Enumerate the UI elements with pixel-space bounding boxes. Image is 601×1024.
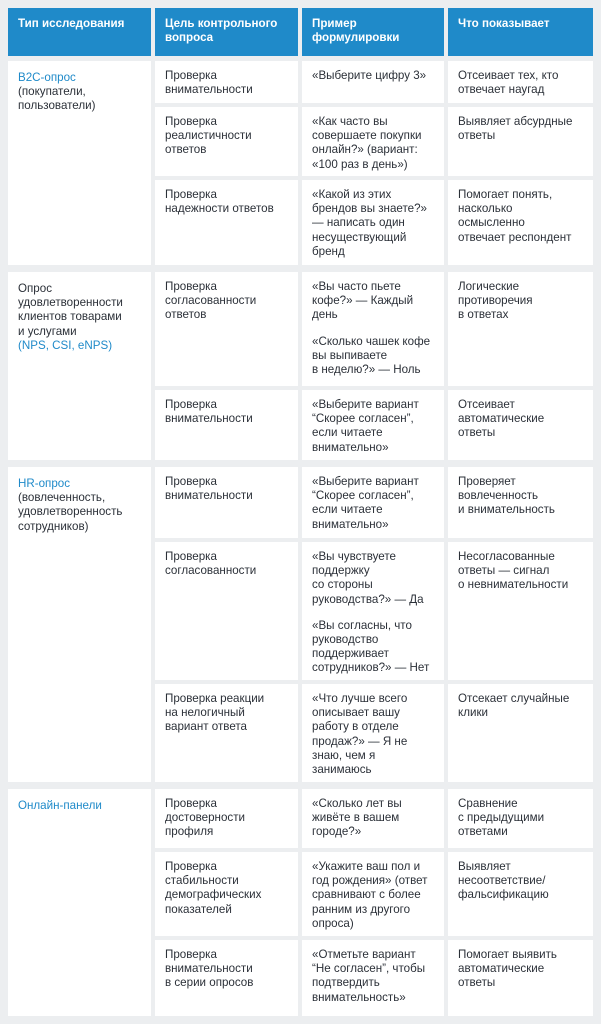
- header-what-it-shows: [448, 8, 593, 56]
- header-study-type: [8, 8, 151, 56]
- goal-text-line: внимательности: [165, 412, 253, 426]
- shows-text-line: ответы: [458, 129, 496, 143]
- header-text-line: Пример: [312, 17, 357, 30]
- example-text-line: «Вы чувствуете: [312, 550, 396, 563]
- category-text-line: Опрос: [18, 282, 52, 295]
- example-paragraph: [312, 619, 435, 676]
- category-text-line: сотрудников): [18, 519, 89, 533]
- shows-cell: [448, 789, 593, 848]
- shows-text-line: Помогает выявить: [458, 948, 557, 961]
- goal-text-line: согласованности: [165, 564, 257, 578]
- shows-cell: [448, 390, 593, 460]
- example-text-line: — написать один: [312, 216, 405, 230]
- header-text-line: формулировки: [312, 31, 400, 44]
- category-text-line: удовлетворенности: [18, 296, 123, 310]
- example-cell: [302, 852, 444, 936]
- shows-text-line: Отсеивает: [458, 398, 515, 411]
- example-cell: [302, 272, 444, 386]
- example-paragraph: [312, 550, 435, 607]
- example-text-line: бренд: [312, 244, 345, 258]
- goal-cell: [155, 789, 298, 848]
- shows-text-line: клики: [458, 706, 488, 720]
- example-paragraph: [312, 797, 435, 840]
- shows-cell: [448, 684, 593, 782]
- example-text-line: «Выберите вариант: [312, 398, 419, 411]
- example-cell: [302, 684, 444, 782]
- example-paragraph: [312, 948, 435, 1005]
- header-text-line: Цель контрольного: [165, 17, 278, 30]
- goal-text-line: ответов: [165, 308, 207, 322]
- example-text-line: «Выберите вариант: [312, 475, 419, 488]
- example-text-line: «100 раз в день»): [312, 157, 408, 171]
- example-cell: [302, 107, 444, 176]
- example-text-line: “Скорее согласен”,: [312, 489, 414, 503]
- shows-text-line: противоречия: [458, 294, 533, 308]
- header-text-line: вопроса: [165, 31, 214, 44]
- example-text-line: совершаете покупки: [312, 129, 422, 143]
- shows-text-line: ответы — сигнал: [458, 564, 550, 578]
- shows-cell: [448, 61, 593, 103]
- shows-text-line: Отсеивает тех, кто: [458, 69, 559, 82]
- example-text-line: внимательность»: [312, 990, 406, 1004]
- shows-text-line: отвечает респондент: [458, 230, 572, 244]
- example-cell: [302, 542, 444, 680]
- header-example: [302, 8, 444, 56]
- goal-text-line: в серии опросов: [165, 976, 254, 990]
- goal-text-line: Проверка: [165, 797, 217, 810]
- example-text-line: день: [312, 308, 338, 322]
- goal-text-line: на нелогичный: [165, 706, 245, 720]
- goal-text-line: Проверка: [165, 860, 217, 873]
- shows-text-line: несоответствие/: [458, 874, 546, 888]
- goal-text-line: Проверка: [165, 115, 217, 128]
- example-text-line: несуществующий: [312, 230, 407, 244]
- category-cell: [8, 61, 151, 265]
- example-paragraph: [312, 69, 435, 83]
- goal-cell: [155, 940, 298, 1016]
- shows-text-line: Несогласованные: [458, 550, 555, 563]
- example-cell: [302, 180, 444, 265]
- goal-text-line: Проверка: [165, 398, 217, 411]
- shows-text-line: отвечает наугад: [458, 83, 545, 97]
- goal-text-line: стабильности: [165, 874, 239, 888]
- example-text-line: поддерживает: [312, 647, 389, 661]
- example-cell: [302, 940, 444, 1016]
- goal-text-line: внимательности: [165, 83, 253, 97]
- example-paragraph: [312, 398, 435, 455]
- example-text-line: продаж?» — Я не: [312, 734, 408, 748]
- goal-text-line: Проверка: [165, 948, 217, 961]
- shows-text-line: насколько: [458, 202, 513, 216]
- category-text-line: удовлетворенность: [18, 505, 123, 519]
- example-text-line: внимательно»: [312, 517, 389, 531]
- shows-text-line: Проверяет: [458, 475, 516, 488]
- example-text-line: руководство: [312, 633, 379, 647]
- example-paragraph: [312, 860, 435, 931]
- shows-text-line: и внимательность: [458, 503, 555, 517]
- shows-cell: [448, 272, 593, 386]
- goal-cell: [155, 852, 298, 936]
- shows-cell: [448, 542, 593, 680]
- example-paragraph: [312, 692, 435, 777]
- category-text-line: клиентов товарами: [18, 310, 122, 324]
- example-text-line: кофе?» — Каждый: [312, 294, 414, 308]
- example-text-line: «Какой из этих: [312, 188, 392, 201]
- example-text-line: «Укажите ваш пол и: [312, 860, 421, 873]
- example-cell: [302, 467, 444, 538]
- goal-text-line: внимательности: [165, 489, 253, 503]
- example-paragraph: [312, 115, 435, 172]
- example-text-line: сравнивают с более: [312, 888, 421, 902]
- example-text-line: сотрудников?» — Нет: [312, 661, 430, 675]
- shows-text-line: Выявляет абсурдные: [458, 115, 573, 128]
- category-text-line: (покупатели,: [18, 85, 86, 99]
- goal-text-line: демографических: [165, 888, 262, 902]
- example-text-line: подтвердить: [312, 976, 380, 990]
- example-text-line: «Как часто вы: [312, 115, 388, 128]
- category-text-line: пользователи): [18, 99, 96, 113]
- goal-cell: [155, 180, 298, 265]
- example-text-line: внимательно»: [312, 440, 389, 454]
- goal-text-line: ответов: [165, 143, 207, 157]
- example-text-line: «Вы согласны, что: [312, 618, 412, 632]
- category-cell: [8, 272, 151, 460]
- shows-cell: [448, 107, 593, 176]
- goal-cell: [155, 542, 298, 680]
- goal-text-line: внимательности: [165, 962, 253, 976]
- goal-text-line: профиля: [165, 825, 214, 839]
- example-text-line: «Сколько лет вы: [312, 797, 402, 810]
- shows-cell: [448, 467, 593, 538]
- goal-text-line: реалистичности: [165, 129, 252, 143]
- goal-cell: [155, 684, 298, 782]
- goal-text-line: достоверности: [165, 811, 245, 825]
- shows-text-line: в ответах: [458, 308, 509, 322]
- shows-text-line: ответы: [458, 976, 496, 990]
- shows-text-line: ответами: [458, 825, 508, 839]
- goal-cell: [155, 467, 298, 538]
- goal-cell: [155, 272, 298, 386]
- shows-text-line: Сравнение: [458, 797, 518, 810]
- category-cell: [8, 467, 151, 782]
- shows-text-line: вовлеченность: [458, 489, 539, 503]
- goal-cell: [155, 61, 298, 103]
- goal-text-line: согласованности: [165, 294, 257, 308]
- header-question-goal: [155, 8, 298, 56]
- goal-cell: [155, 107, 298, 176]
- example-text-line: вы выпиваете: [312, 348, 388, 362]
- shows-text-line: Выявляет: [458, 860, 511, 873]
- example-text-line: если читаете: [312, 426, 383, 440]
- shows-text-line: Помогает понять,: [458, 188, 553, 201]
- example-text-line: «Что лучше всего: [312, 692, 408, 705]
- shows-text-line: о невнимательности: [458, 578, 569, 592]
- example-cell: [302, 61, 444, 103]
- example-text-line: городе?»: [312, 825, 362, 839]
- shows-text-line: Отсекает случайные: [458, 692, 570, 705]
- category-cell: [8, 789, 151, 1016]
- example-text-line: онлайн?» (вариант:: [312, 143, 418, 157]
- shows-text-line: с предыдущими: [458, 811, 545, 825]
- example-text-line: руководства?» — Да: [312, 592, 424, 606]
- goal-text-line: вариант ответа: [165, 720, 248, 734]
- example-text-line: работу в отделе: [312, 720, 399, 734]
- example-paragraph: [312, 335, 435, 378]
- goal-cell: [155, 390, 298, 460]
- goal-text-line: Проверка: [165, 475, 217, 488]
- example-text-line: описывает вашу: [312, 706, 400, 720]
- shows-text-line: автоматические: [458, 962, 545, 976]
- example-cell: [302, 390, 444, 460]
- example-text-line: брендов вы знаете?»: [312, 202, 427, 216]
- shows-cell: [448, 940, 593, 1016]
- example-text-line: «Вы часто пьете: [312, 280, 401, 293]
- goal-text-line: показателей: [165, 902, 232, 916]
- category-metrics: (NPS, CSI, eNPS): [18, 338, 113, 352]
- example-text-line: ранним из другого: [312, 902, 411, 916]
- example-text-line: знаю, чем я: [312, 748, 376, 762]
- example-text-line: занимаюсь: [312, 763, 372, 777]
- shows-cell: [448, 180, 593, 265]
- header-text-line: Тип исследования: [18, 17, 125, 30]
- category-title: HR-опрос: [18, 477, 71, 490]
- goal-text-line: Проверка реакции: [165, 692, 265, 705]
- shows-cell: [448, 852, 593, 936]
- goal-text-line: Проверка: [165, 188, 217, 201]
- goal-text-line: Проверка: [165, 69, 217, 82]
- goal-text-line: надежности ответов: [165, 202, 274, 216]
- example-text-line: год рождения» (ответ: [312, 874, 428, 888]
- category-text-line: (вовлеченность,: [18, 491, 106, 505]
- example-text-line: поддержку: [312, 564, 370, 578]
- category-title: Онлайн-панели: [18, 799, 102, 812]
- shows-text-line: Логические: [458, 280, 520, 293]
- category-title: B2C-опрос: [18, 71, 76, 84]
- example-text-line: опроса): [312, 916, 354, 930]
- example-text-line: со стороны: [312, 578, 373, 592]
- goal-text-line: Проверка: [165, 280, 217, 293]
- header-text-line: Что показывает: [458, 17, 550, 30]
- category-text-line: и услугами: [18, 324, 77, 338]
- example-paragraph: [312, 475, 435, 532]
- example-text-line: “Скорее согласен”,: [312, 412, 414, 426]
- shows-text-line: автоматические: [458, 412, 545, 426]
- example-text-line: в неделю?» — Ноль: [312, 363, 421, 377]
- shows-text-line: осмысленно: [458, 216, 525, 230]
- example-text-line: «Отметьте вариант: [312, 948, 416, 961]
- example-text-line: “Не согласен”, чтобы: [312, 962, 426, 976]
- example-cell: [302, 789, 444, 848]
- shows-text-line: ответы: [458, 426, 496, 440]
- example-paragraph: [312, 188, 435, 259]
- shows-text-line: фальсификацию: [458, 888, 549, 902]
- goal-text-line: Проверка: [165, 550, 217, 563]
- example-text-line: «Выберите цифру 3»: [312, 69, 427, 82]
- example-text-line: если читаете: [312, 503, 383, 517]
- example-text-line: живёте в вашем: [312, 811, 400, 825]
- example-text-line: «Сколько чашек кофе: [312, 334, 431, 348]
- example-paragraph: [312, 280, 435, 323]
